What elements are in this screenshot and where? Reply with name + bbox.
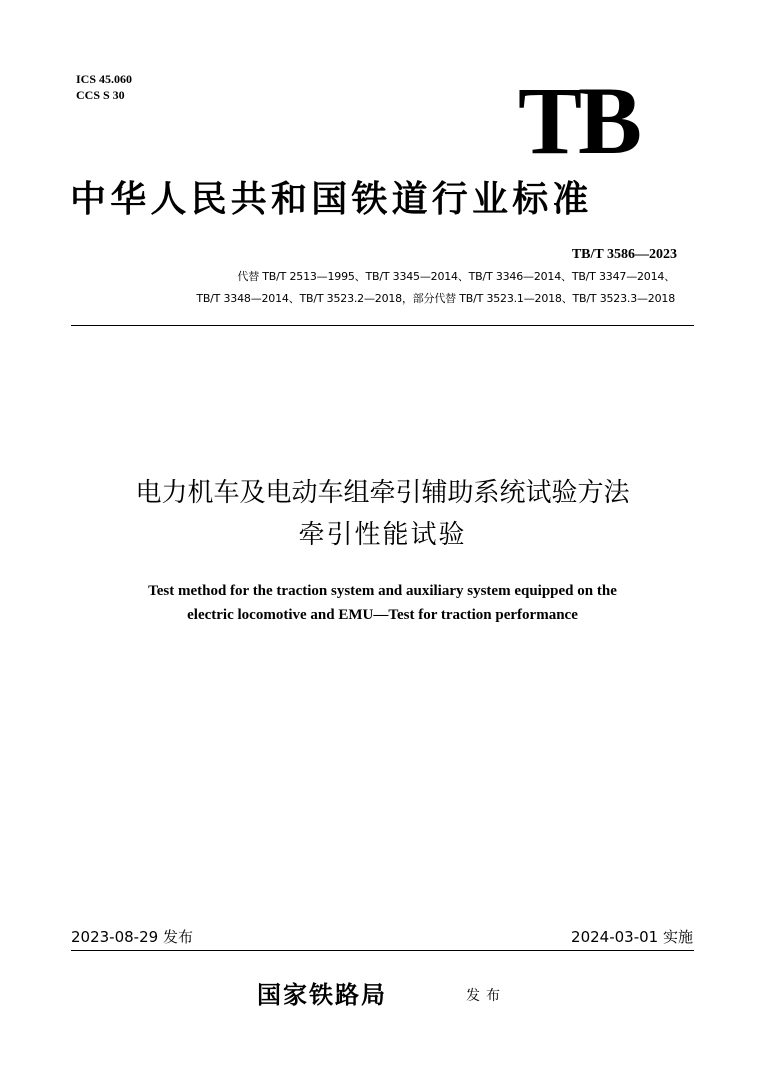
replaced-standards-line-2: TB/T 3348—2014、TB/T 3523.2—2018，部分代替 TB/T 3523.1—2018、TB/T 3523.3—2018 xyxy=(196,292,675,305)
chinese-title-line-2: 牵引性能试验 xyxy=(298,520,467,550)
standard-code: TB/T 3586—2023 xyxy=(571,247,677,262)
replaced-standards-line-1: 代替 TB/T 2513—1995、TB/T 3345—2014、TB/T 3346—2014、TB/T 3347—2014、 xyxy=(237,270,675,283)
chinese-title-line-1: 电力机车及电动车组牵引辅助系统试验方法 xyxy=(135,478,630,508)
issue-date: 2023-08-29 发布 xyxy=(71,928,193,946)
publish-label: 发布 xyxy=(466,988,506,1004)
english-title-line-2: electric locomotive and EMU—Test for traction performance xyxy=(187,607,578,623)
tb-logo: TB xyxy=(517,67,638,174)
standard-organization-title: 中华人民共和国铁道行业标准 xyxy=(70,178,593,220)
bottom-divider xyxy=(71,950,694,951)
top-divider xyxy=(71,325,694,326)
ccs-code: CCS S 30 xyxy=(76,88,125,102)
ics-code: ICS 45.060 xyxy=(76,72,133,86)
implementation-date: 2024-03-01 实施 xyxy=(571,928,693,946)
publisher-name: 国家铁路局 xyxy=(257,980,387,1009)
english-title-line-1: Test method for the traction system and auxiliary system equipped on the xyxy=(148,583,617,599)
